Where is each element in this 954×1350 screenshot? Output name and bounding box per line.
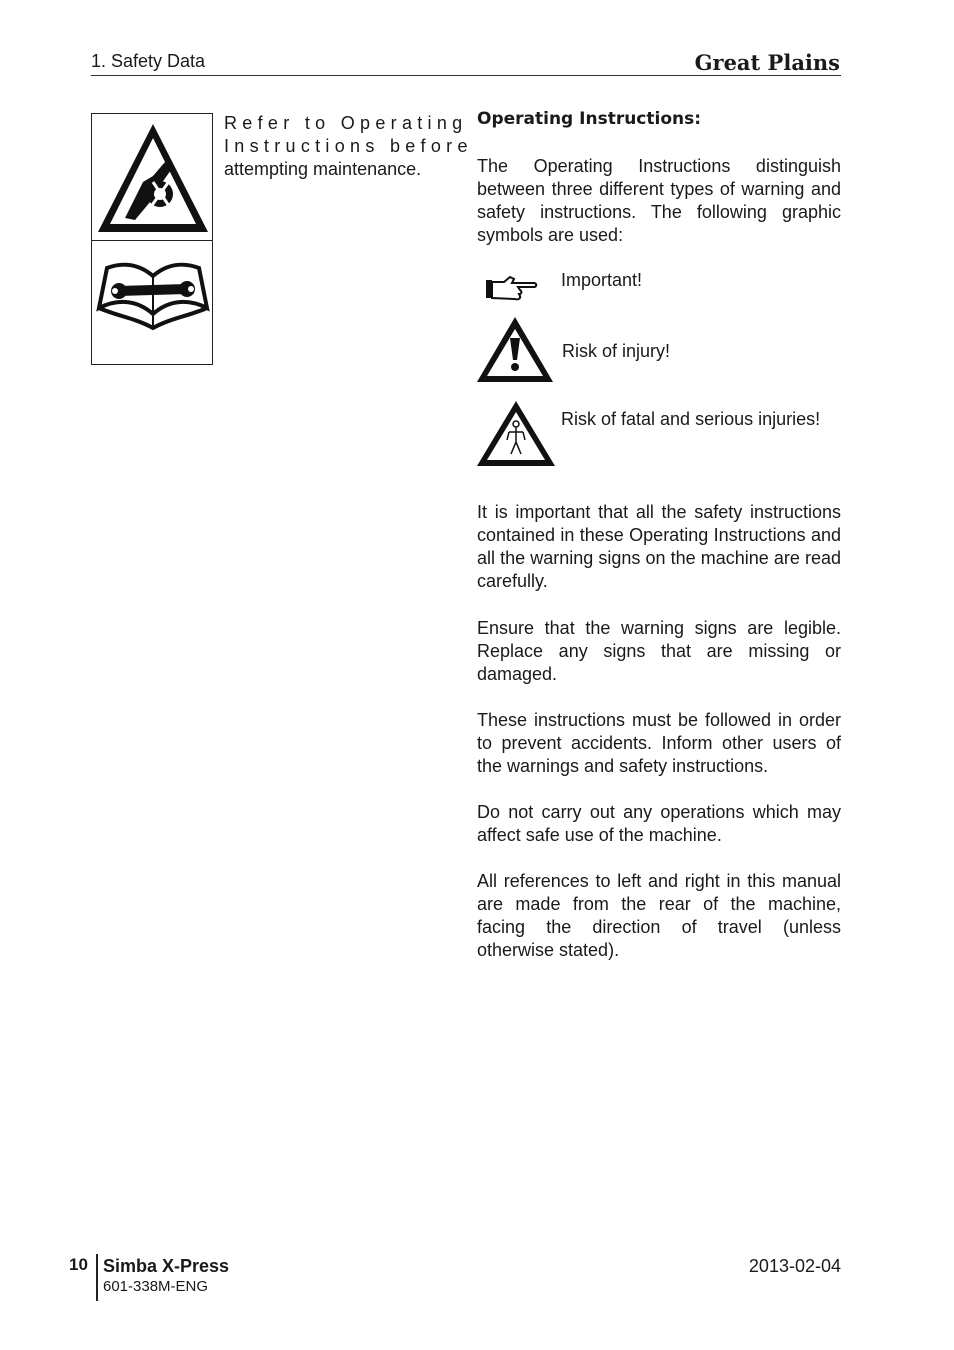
refer-line-2: Instructions before (224, 136, 473, 156)
section-heading: Operating Instructions: (477, 109, 702, 129)
symbol-label-important: Important! (561, 270, 643, 290)
paragraph-text: It is important that all the safety instructions contained in these Operating Instructions and all the warning signs on the machine are read carefully. (477, 502, 841, 591)
intro-paragraph (477, 155, 841, 247)
paragraph-legible-signs (477, 617, 841, 686)
brand-logo: Great Plains (694, 50, 840, 75)
publication-date: 2013-02-04 (748, 1256, 841, 1276)
paragraph-text: Ensure that the warning signs are legible. Replace any signs that are missing or damaged. (477, 618, 841, 684)
symbol-label-fatal: Risk of fatal and serious injuries! (561, 409, 821, 429)
footer-divider (96, 1254, 98, 1301)
box-divider (92, 240, 212, 241)
section-title: 1. Safety Data (91, 51, 206, 71)
page-number: 10 (69, 1255, 88, 1274)
pointing-hand-icon (484, 274, 538, 302)
refer-line-1: Refer to Operating (224, 113, 468, 133)
warning-graphic-box (91, 113, 213, 365)
paragraph-follow-instructions (477, 709, 841, 778)
intro-text: The Operating Instructions distinguish between three different types of warning and safety instructions. The following graphic symbols are used: (477, 156, 841, 245)
maintenance-warning-icon (95, 120, 211, 236)
refer-line-3: attempting maintenance. (224, 159, 422, 179)
paragraph-no-unsafe-operations (477, 801, 841, 847)
paragraph-left-right-reference (477, 870, 841, 962)
paragraph-text: These instructions must be followed in order to prevent accidents. Inform other users of the warnings and safety instructions. (477, 710, 841, 776)
refer-instructions-note (224, 112, 473, 181)
paragraph-text: All references to left and right in this manual are made from the rear of the machine, facing the direction of travel (unless otherwise stated). (477, 871, 841, 960)
document-code: 601-338M-ENG (103, 1278, 209, 1295)
product-name: Simba X-Press (103, 1256, 230, 1276)
person-triangle-icon (476, 400, 556, 468)
exclamation-triangle-icon (476, 316, 554, 384)
manual-wrench-icon (95, 246, 211, 356)
symbol-label-injury: Risk of injury! (562, 341, 671, 361)
header-rule (91, 75, 841, 76)
paragraph-read-carefully (477, 501, 841, 593)
paragraph-text: Do not carry out any operations which may affect safe use of the machine. (477, 802, 841, 845)
